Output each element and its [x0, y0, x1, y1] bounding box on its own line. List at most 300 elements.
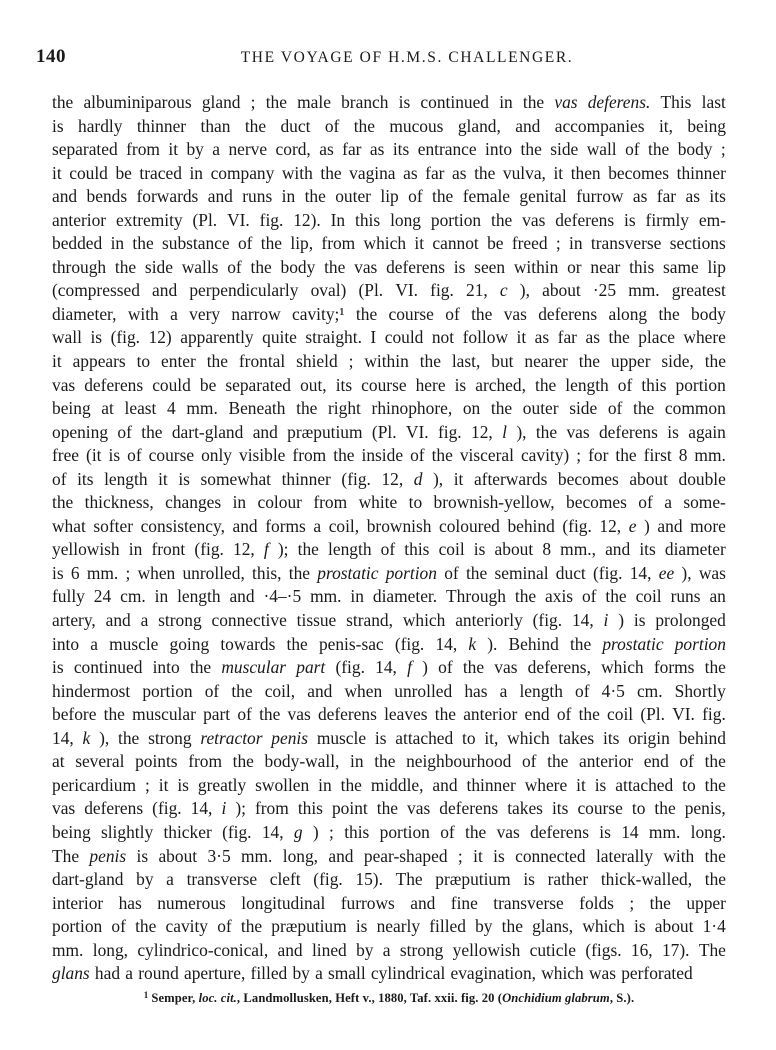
word: frontal — [238, 351, 286, 372]
word: greatly — [197, 774, 247, 795]
word: separated — [225, 374, 292, 395]
word: præputium — [435, 869, 511, 890]
word: coil, — [264, 680, 296, 701]
word: takes — [558, 727, 595, 748]
word: it — [52, 162, 62, 183]
text-line — [52, 350, 726, 374]
word: strong — [399, 939, 444, 960]
word: out, — [300, 374, 327, 395]
word: neighbourhood — [406, 751, 512, 772]
word: vas — [52, 374, 76, 395]
text-line — [52, 91, 726, 115]
word: deferens, — [527, 657, 591, 678]
word: of — [440, 821, 455, 842]
word: vas — [522, 209, 546, 230]
word: is — [52, 657, 64, 678]
word: Shortly — [674, 680, 726, 701]
word: before — [52, 704, 97, 725]
word: transverse — [590, 233, 662, 254]
word: 14, — [261, 821, 284, 842]
word: double — [678, 468, 726, 489]
footnote — [52, 990, 726, 1006]
italic-word: retractor — [200, 727, 263, 748]
word: anterior — [578, 751, 634, 772]
word: in — [499, 92, 513, 112]
word: VI. — [672, 704, 695, 725]
word: length — [565, 374, 609, 395]
word: the — [654, 798, 676, 819]
italic-word: portion — [385, 562, 437, 583]
word: 6 — [70, 562, 80, 583]
word: about — [654, 916, 694, 937]
word: 14 — [621, 821, 639, 842]
word: had — [94, 963, 121, 984]
word: yellowish — [52, 539, 120, 560]
word: body — [691, 303, 726, 324]
word: which — [402, 610, 446, 631]
word: within — [364, 351, 409, 372]
word: (fig. — [341, 468, 371, 489]
word: deferens — [317, 704, 377, 725]
word: the — [649, 892, 671, 913]
word: the — [320, 162, 342, 183]
word: deferens — [530, 821, 589, 842]
word: wall — [586, 139, 617, 160]
word: the — [633, 398, 655, 419]
word: by — [292, 963, 310, 984]
word: it — [473, 845, 483, 866]
word: 14, — [435, 633, 458, 654]
word: be — [199, 374, 217, 395]
word: it — [414, 233, 425, 254]
word: of — [127, 445, 142, 466]
word: numerous — [157, 892, 226, 913]
word: within — [513, 256, 559, 277]
word: in — [128, 539, 143, 560]
word: lined — [311, 939, 347, 960]
word: cavity) — [520, 445, 570, 466]
word: it — [158, 468, 168, 489]
word: vas — [52, 798, 76, 819]
word: arched, — [475, 374, 526, 395]
word: is — [52, 562, 64, 583]
word: opening — [52, 421, 109, 442]
word: 14, — [190, 798, 213, 819]
word: same — [663, 256, 699, 277]
word: is — [633, 610, 646, 631]
word: the — [297, 539, 319, 560]
word: is — [177, 774, 189, 795]
word: 12, — [381, 468, 404, 489]
word: into — [485, 139, 513, 160]
text-line — [52, 868, 726, 892]
word: the — [333, 445, 355, 466]
word: of — [521, 751, 537, 772]
word: body — [280, 256, 316, 277]
word: (fig. — [394, 633, 425, 654]
word: of — [607, 398, 623, 419]
word: of — [408, 186, 423, 207]
word: is — [398, 92, 411, 112]
word: vas — [494, 657, 518, 678]
italic-word: ee — [658, 562, 675, 583]
italic-word: l — [502, 421, 507, 442]
word: swollen — [255, 774, 310, 795]
word: greatest — [671, 280, 726, 301]
word: cavity — [165, 916, 209, 937]
word: deferens — [598, 421, 658, 442]
word: of — [380, 539, 396, 560]
word: as — [319, 139, 334, 160]
word: the — [296, 398, 318, 419]
word: straight. — [305, 327, 362, 348]
word: a — [313, 515, 322, 536]
text-line — [52, 232, 726, 256]
text-line — [52, 491, 726, 515]
text-line — [52, 397, 726, 421]
word: least — [124, 398, 157, 419]
word: albuminiparous — [83, 92, 192, 112]
page-header — [36, 46, 748, 74]
italic-word: deferens. — [587, 92, 651, 112]
word: penis-sac — [318, 633, 384, 654]
word: what — [52, 515, 86, 536]
word: (fig. — [562, 515, 592, 536]
word: tissue — [296, 610, 337, 631]
word: ), — [519, 280, 530, 301]
word: cylindrical — [370, 963, 446, 984]
word: portion — [379, 821, 430, 842]
word: narrow — [231, 303, 281, 324]
word: (fig. — [110, 327, 141, 348]
word: (fig. — [152, 798, 182, 819]
word: VI. — [395, 280, 419, 301]
word: the — [288, 562, 311, 583]
word: sections — [669, 233, 726, 254]
word: coil — [607, 704, 634, 725]
word: filled — [250, 963, 288, 984]
word: vas — [566, 421, 590, 442]
word: to — [136, 351, 151, 372]
word: to — [682, 774, 696, 795]
word: separated — [52, 139, 118, 160]
word: ·25 — [592, 280, 617, 301]
word: 24 — [93, 586, 112, 607]
word: it — [553, 162, 564, 183]
word: thick-walled, — [600, 869, 693, 890]
word: being — [687, 115, 726, 136]
word: of — [237, 704, 252, 725]
word: where — [524, 774, 568, 795]
word: mm., — [560, 539, 596, 560]
word: of — [324, 115, 340, 136]
word: its — [639, 539, 656, 560]
word: the — [648, 139, 670, 160]
word: going — [169, 633, 210, 654]
word: the — [231, 680, 253, 701]
word: with — [663, 845, 695, 866]
word: is — [594, 774, 607, 795]
word: round — [138, 963, 179, 984]
word: the — [103, 704, 125, 725]
word: furrows — [340, 892, 395, 913]
word: vagina — [349, 162, 396, 183]
word: only — [201, 445, 232, 466]
word: it — [453, 468, 464, 489]
word: apparently — [180, 327, 254, 348]
word: of — [204, 680, 220, 701]
word: of — [52, 468, 67, 489]
word: its — [392, 139, 410, 160]
word: is — [634, 916, 646, 937]
word: strong — [148, 727, 192, 748]
word: runs — [670, 586, 701, 607]
word: the — [232, 751, 254, 772]
word: folds — [579, 892, 614, 913]
word: about — [542, 280, 581, 301]
word: the — [608, 327, 630, 348]
word: 21, — [466, 280, 488, 301]
word: the — [522, 92, 545, 112]
word: its — [77, 468, 94, 489]
word: the — [114, 256, 137, 277]
word: the — [355, 303, 378, 324]
italic-word: k — [468, 633, 477, 654]
word: from — [188, 751, 223, 772]
word: end — [643, 751, 669, 772]
italic-word: g — [293, 821, 303, 842]
word: 12, — [599, 515, 622, 536]
word: a — [499, 680, 508, 701]
word: could — [384, 327, 424, 348]
word: ); — [235, 798, 246, 819]
text-line — [52, 515, 726, 539]
word: to — [462, 727, 476, 748]
word: by — [136, 869, 154, 890]
italic-word: k — [82, 727, 91, 748]
word: the — [704, 657, 726, 678]
word: (compressed — [52, 280, 140, 301]
word: points — [135, 751, 178, 772]
word: course — [577, 798, 623, 819]
word: 3·5 — [207, 845, 231, 866]
word: the — [376, 798, 399, 819]
word: becomes — [557, 468, 619, 489]
word: it, — [484, 727, 499, 748]
word: free — [52, 445, 80, 466]
word: coil — [635, 586, 662, 607]
word: portion — [142, 680, 193, 701]
italic-word: prostatic — [317, 562, 379, 583]
word: is — [454, 374, 467, 395]
word: upper — [686, 892, 726, 913]
word: vas — [503, 303, 527, 324]
word: Beneath — [228, 398, 286, 419]
word: inside — [361, 445, 404, 466]
word: connected — [515, 845, 586, 866]
word: and — [307, 680, 333, 701]
word: the — [132, 233, 154, 254]
text-line — [52, 821, 726, 845]
word: last — [701, 92, 726, 112]
word: along — [608, 303, 648, 324]
word: the — [658, 303, 680, 324]
word: was — [588, 963, 616, 984]
word: (Pl. — [371, 421, 397, 442]
word: (figs. — [585, 939, 622, 960]
word: ), — [99, 727, 110, 748]
word: ·4–·5 — [263, 586, 302, 607]
word: being — [52, 821, 91, 842]
word: then — [570, 162, 601, 183]
word: right — [328, 398, 361, 419]
word: fully — [52, 586, 85, 607]
word: the — [465, 562, 488, 583]
word: 8 — [542, 539, 552, 560]
word: of — [625, 139, 640, 160]
word: cord, — [275, 139, 311, 160]
word: the — [419, 351, 441, 372]
word: (it — [86, 445, 102, 466]
word: ; — [720, 139, 726, 160]
word: the — [52, 492, 74, 513]
word: by — [356, 939, 374, 960]
word: some- — [683, 492, 726, 513]
word: which — [507, 727, 550, 748]
italic-word: prostatic — [602, 633, 664, 654]
word: be — [115, 162, 132, 183]
word: diameter. — [372, 586, 438, 607]
word: at — [101, 398, 114, 419]
word: a — [170, 303, 178, 324]
word: em- — [698, 209, 726, 230]
word: bends — [86, 186, 128, 207]
text-line — [52, 703, 726, 727]
word: laterally — [595, 845, 653, 866]
word: of — [617, 374, 633, 395]
word: when — [344, 680, 383, 701]
word: side — [144, 256, 173, 277]
word: an — [709, 586, 726, 607]
word: not — [431, 327, 455, 348]
word: company — [210, 162, 275, 183]
word: thickness, — [84, 492, 154, 513]
word: the — [535, 421, 558, 442]
word: the — [374, 751, 396, 772]
footnote-marker: 1 — [143, 990, 149, 1000]
word: mm. — [648, 821, 681, 842]
word: this — [355, 209, 381, 230]
word: which — [601, 657, 644, 678]
word: be — [487, 233, 504, 254]
word: pear-shaped — [363, 845, 448, 866]
word: gland, — [457, 115, 501, 136]
word: nerve — [228, 139, 268, 160]
word: is — [599, 821, 611, 842]
word: a — [382, 939, 391, 960]
word: outer — [335, 186, 371, 207]
italic-word: part — [296, 657, 326, 678]
word: in — [154, 586, 169, 607]
word: from — [254, 798, 289, 819]
word: the — [265, 92, 287, 112]
word: of — [217, 916, 232, 937]
word: unrolled — [394, 680, 453, 701]
word: quite — [262, 327, 297, 348]
word: 1·4 — [702, 916, 726, 937]
word: last, — [451, 351, 481, 372]
word: perforated — [621, 963, 693, 984]
word: vas — [287, 704, 311, 725]
text-line — [52, 656, 726, 680]
word: body-wall, — [264, 751, 340, 772]
italic-word: glans — [52, 963, 90, 984]
word: end — [524, 704, 550, 725]
word: or — [567, 256, 582, 277]
word: ). — [487, 633, 498, 654]
word: ), — [433, 468, 444, 489]
word: more — [690, 515, 726, 536]
word: and — [657, 515, 683, 536]
word: the — [465, 821, 487, 842]
word: (Pl. — [192, 209, 218, 230]
word: its — [603, 727, 620, 748]
footnote-loc-cit: loc. cit. — [198, 991, 237, 1005]
word: vas — [407, 798, 431, 819]
word: ; — [144, 774, 150, 795]
word: præputium — [271, 916, 347, 937]
word: fig. — [259, 209, 284, 230]
word: the — [434, 704, 456, 725]
text-line — [52, 162, 726, 186]
word: in — [350, 586, 364, 607]
word: deferens — [386, 256, 445, 277]
word: nearly — [376, 916, 421, 937]
word: cm. — [636, 680, 663, 701]
word: fine — [450, 892, 478, 913]
word: vas — [496, 821, 520, 842]
word: by — [186, 139, 204, 160]
word: and — [277, 939, 303, 960]
word: the — [578, 704, 600, 725]
word: for — [588, 445, 609, 466]
word: the — [244, 115, 267, 136]
word: (fig. — [194, 539, 224, 560]
word: seminal — [494, 562, 549, 583]
word: somewhat — [200, 468, 272, 489]
word: runs — [242, 186, 273, 207]
word: ) — [422, 657, 428, 678]
word: deferens — [84, 374, 144, 395]
word: mucous — [389, 115, 444, 136]
word: extremity — [115, 209, 183, 230]
word: to — [631, 798, 646, 819]
word: is — [108, 445, 121, 466]
text-line — [52, 185, 726, 209]
word: glans, — [532, 916, 574, 937]
word: lip, — [290, 233, 314, 254]
word: aperture, — [184, 963, 246, 984]
word: side — [569, 398, 598, 419]
word: from — [292, 445, 327, 466]
word: 14, — [52, 727, 74, 748]
text-line — [52, 939, 726, 963]
word: mm. — [86, 562, 119, 583]
word: fig. — [430, 280, 454, 301]
word: 15). — [355, 869, 383, 890]
word: and — [105, 610, 131, 631]
word: is — [136, 845, 149, 866]
